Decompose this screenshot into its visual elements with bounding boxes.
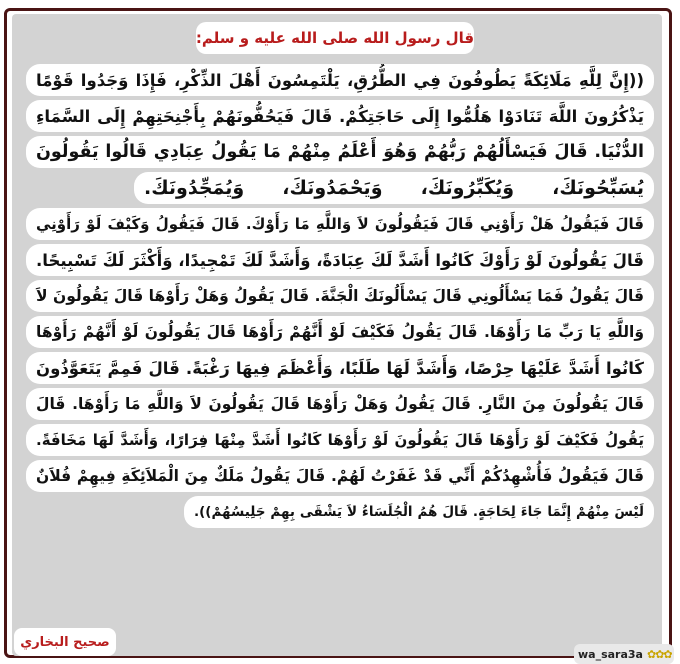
hadith-line — [26, 100, 654, 132]
source-label-text: صحيح البخاري — [20, 634, 110, 650]
hadith-line — [26, 424, 654, 456]
hadith-line-text: وَاللَّهِ يَا رَبِّ مَا رَأَوْهَا. قَالَ يَقُولُ فَكَيْفَ لَوْ أَنَّهُمْ رَأَوْهَا قَالَ يَقُولُونَ لَوْ أَنَّهُمْ رَأَوْهَا — [36, 323, 644, 341]
flower-icon: ✿✿✿ — [646, 647, 672, 661]
hadith-line-text: كَانُوا أَشَدَّ عَلَيْهَا حِرْصًا، وَأَشَدَّ لَهَا طَلَبًا، وَأَعْظَمَ فِيهَا رَغْبَةً. قَالَ فَمِمَّ يَتَعَوَّذُونَ — [36, 358, 644, 378]
hadith-line — [26, 316, 654, 348]
hadith-line-text: ((إِنَّ لِلَّهِ مَلَائِكَةً يَطُوفُونَ فِي الطُّرُقِ، يَلْتَمِسُونَ أَهْلَ الذِّكْرِ، فَإِذَا وَجَدُوا قَوْمًا — [36, 70, 644, 90]
source-label — [14, 628, 116, 656]
hadith-line-text: قَالَ فَيَقُولُ فَأُشْهِدُكُمْ أَنِّي قَدْ غَفَرْتُ لَهُمْ. قَالَ يَقُولُ مَلَكٌ مِنَ الْمَلاَئِكَةِ فِيهِمْ فُلاَنٌ — [36, 467, 644, 485]
hadith-line — [26, 280, 654, 312]
hadith-line-text: الدُّنْيَا. قَالَ فَيَسْأَلُهُمْ رَبُّهُمْ وَهُوَ أَعْلَمُ مِنْهُمْ مَا يَقُولُ عِبَادِي قَالُوا يَقُولُونَ — [36, 142, 644, 162]
hadith-line-text: قَالَ يَقُولُونَ مِنَ النَّارِ. قَالَ يَقُولُ وَهَلْ رَأَوْهَا قَالَ يَقُولُونَ لاَ وَاللَّهِ مَا رَأَوْهَا. قَالَ — [36, 395, 644, 413]
hadith-line-text: قَالَ يَقُولُ فَمَا يَسْأَلُونِي قَالَ يَسْأَلُونَكَ الْجَنَّةَ. قَالَ يَقُولُ وَهَلْ رَأَوْهَا قَالَ يَقُولُونَ لاَ — [36, 287, 644, 305]
hadith-line — [26, 64, 654, 96]
hadith-header — [196, 22, 474, 54]
watermark-handle: wa_sara3a — [578, 647, 643, 661]
hadith-line — [184, 496, 654, 528]
hadith-line — [26, 460, 654, 492]
hadith-line — [26, 352, 654, 384]
hadith-header-text: قال رسول الله صلى الله عليه و سلم: — [195, 29, 475, 47]
hadith-line-text: يَذْكُرُونَ اللَّهَ تَنَادَوْا هَلُمُّوا إِلَى حَاجَتِكُمْ. قَالَ فَيَحُفُّونَهُمْ بِأَجْنِحَتِهِمْ إِلَى السَّمَاءِ — [36, 106, 644, 126]
hadith-line — [26, 388, 654, 420]
hadith-line-text: قَالَ فَيَقُولُ هَلْ رَأَوْنِي قَالَ فَيَقُولُونَ لاَ وَاللَّهِ مَا رَأَوْكَ. قَالَ فَيَقُولُ وَكَيْفَ لَوْ رَأَوْنِي — [36, 215, 644, 233]
hadith-line-text: قَالَ يَقُولُونَ لَوْ رَأَوْكَ كَانُوا أَشَدَّ لَكَ عِبَادَةً، وَأَشَدَّ لَكَ تَمْجِيدًا، وَأَكْثَرَ لَكَ تَسْبِيحًا. — [36, 250, 644, 270]
hadith-line — [26, 136, 654, 168]
hadith-line — [26, 208, 654, 240]
hadith-line — [26, 244, 654, 276]
hadith-line — [134, 172, 654, 204]
hadith-line-text: يُسَبِّحُونَكَ، وَيُكَبِّرُونَكَ، وَيَحْمَدُونَكَ، وَيُمَجِّدُونَكَ. — [144, 177, 644, 199]
watermark — [574, 644, 674, 664]
hadith-line-text: يَقُولُ فَكَيْفَ لَوْ رَأَوْهَا قَالَ يَقُولُونَ لَوْ رَأَوْهَا كَانُوا أَشَدَّ مِنْهَا فِرَارًا، وَأَشَدَّ لَهَا مَخَافَةً. — [36, 431, 644, 449]
hadith-line-text: لَيْسَ مِنْهُمْ إِنَّمَا جَاءَ لِحَاجَةٍ. قَالَ هُمُ الْجُلَسَاءُ لاَ يَشْقَى بِهِمْ جَلِيسُهُمْ)). — [194, 504, 644, 520]
